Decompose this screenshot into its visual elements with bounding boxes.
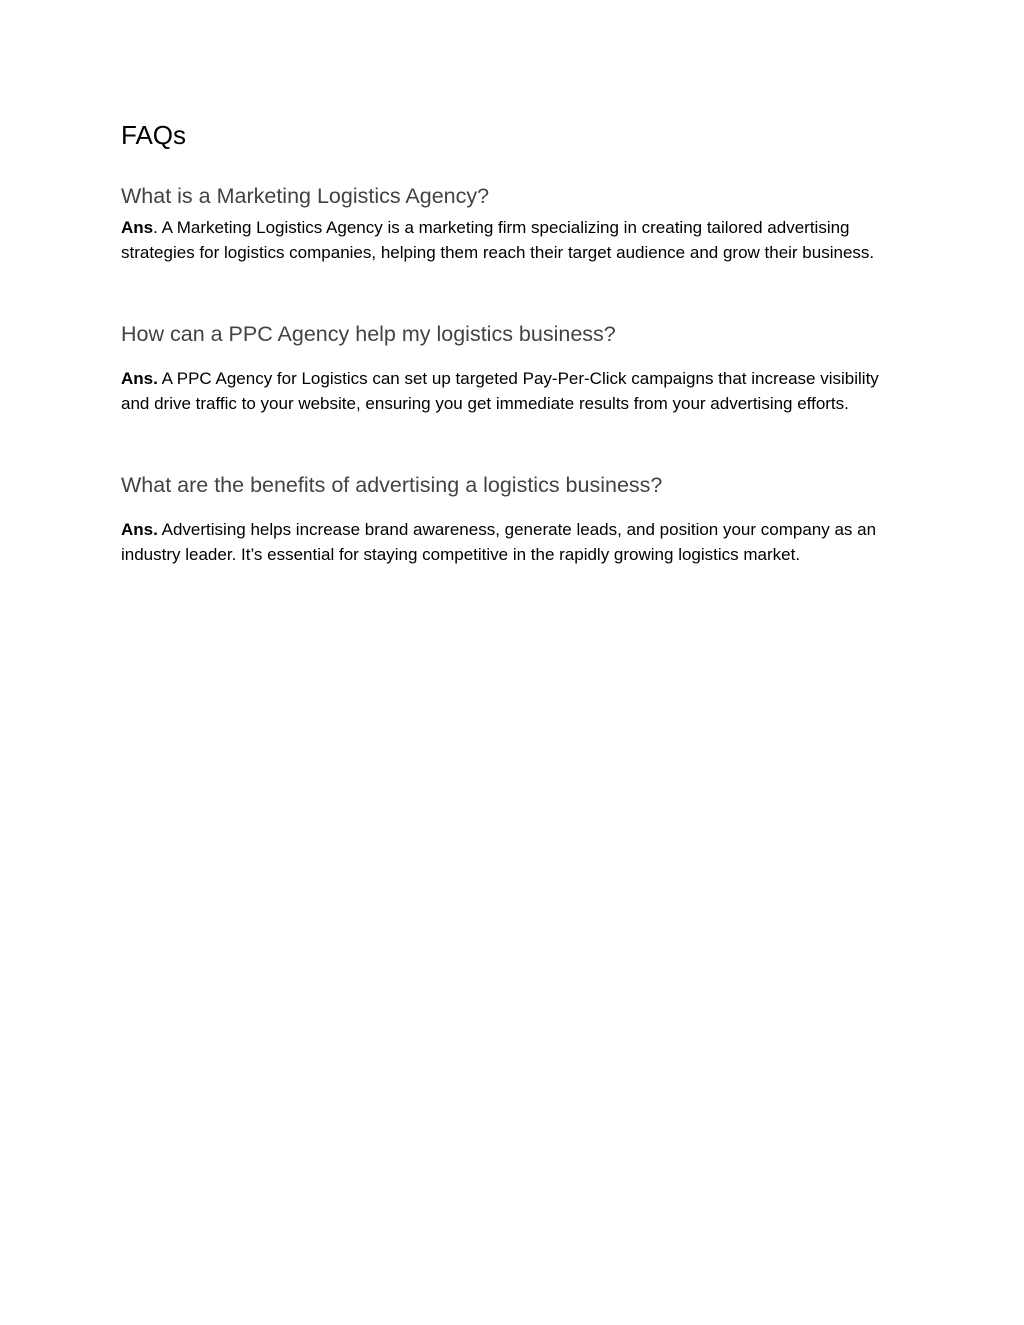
faq-item xyxy=(121,471,901,567)
faq-answer xyxy=(121,216,901,265)
answer-label: Ans xyxy=(121,218,154,237)
faq-question: What is a Marketing Logistics Agency? xyxy=(121,184,490,208)
answer-text: A PPC Agency for Logistics can set up targeted Pay-Per-Click campaigns that increase visibility and drive traffic to your website, ensuring you get immediate results from your advertising efforts. xyxy=(121,369,879,413)
answer-label: Ans. xyxy=(121,520,158,539)
page-title: FAQs xyxy=(121,120,187,150)
faq-question: What are the benefits of advertising a logistics business? xyxy=(121,473,663,497)
document-content xyxy=(121,118,901,564)
faq-answer xyxy=(121,518,901,567)
faq-answer xyxy=(121,367,901,416)
answer-text: . A Marketing Logistics Agency is a marketing firm specializing in creating tailored advertising strategies for logistics companies, helping them reach their target audience and grow their business. xyxy=(121,218,875,262)
answer-label: Ans. xyxy=(121,369,158,388)
faq-question: How can a PPC Agency help my logistics business? xyxy=(121,322,616,346)
answer-text: Advertising helps increase brand awareness, generate leads, and position your company as an industry leader. It’s essential for staying competitive in the rapidly growing logistics market. xyxy=(121,520,877,564)
faq-item xyxy=(121,182,901,265)
faq-item xyxy=(121,320,901,416)
